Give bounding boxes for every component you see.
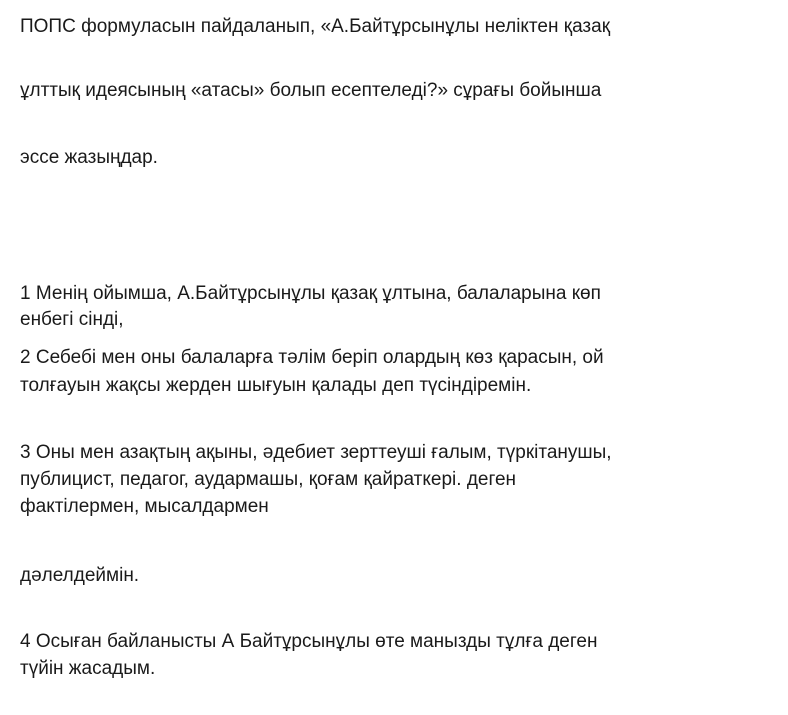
prompt-line-1: ПОПС формуласын пайдаланып, «А.Байтұрсынұлы неліктен қазақ (20, 16, 611, 37)
answer-point-3-line-1: 3 Оны мен азақтың ақыны, әдебиет зерттеуші ғалым, түркітанушы, (20, 442, 612, 463)
answer-point-4-line-2: түйін жасадым. (20, 658, 156, 679)
answer-point-4-line-1: 4 Осыған байланысты А Байтұрсынұлы өте манызды тұлға деген (20, 631, 598, 652)
answer-point-2-line-1: 2 Себебі мен оны балаларға тәлім беріп олардың көз қарасын, ой (20, 347, 604, 368)
answer-point-1-line-2: енбегі сінді, (20, 309, 124, 330)
prompt-line-2: ұлттық идеясының «атасы» болып есептеледі?» сұрағы бойынша (20, 80, 602, 101)
answer-point-2-line-2: толғауын жақсы жерден шығуын қалады деп түсіндіремін. (20, 375, 532, 396)
prompt-line-3: эссе жазыңдар. (20, 147, 158, 168)
answer-point-1-line-1: 1 Менің ойымша, А.Байтұрсынұлы қазақ ұлтына, балаларына көп (20, 283, 601, 304)
answer-point-3-line-4: дәлелдеймін. (20, 565, 140, 586)
answer-point-3-line-2: публицист, педагог, аудармашы, қоғам қайраткері. деген (20, 469, 517, 490)
answer-point-3-line-3: фактілермен, мысалдармен (20, 496, 269, 517)
